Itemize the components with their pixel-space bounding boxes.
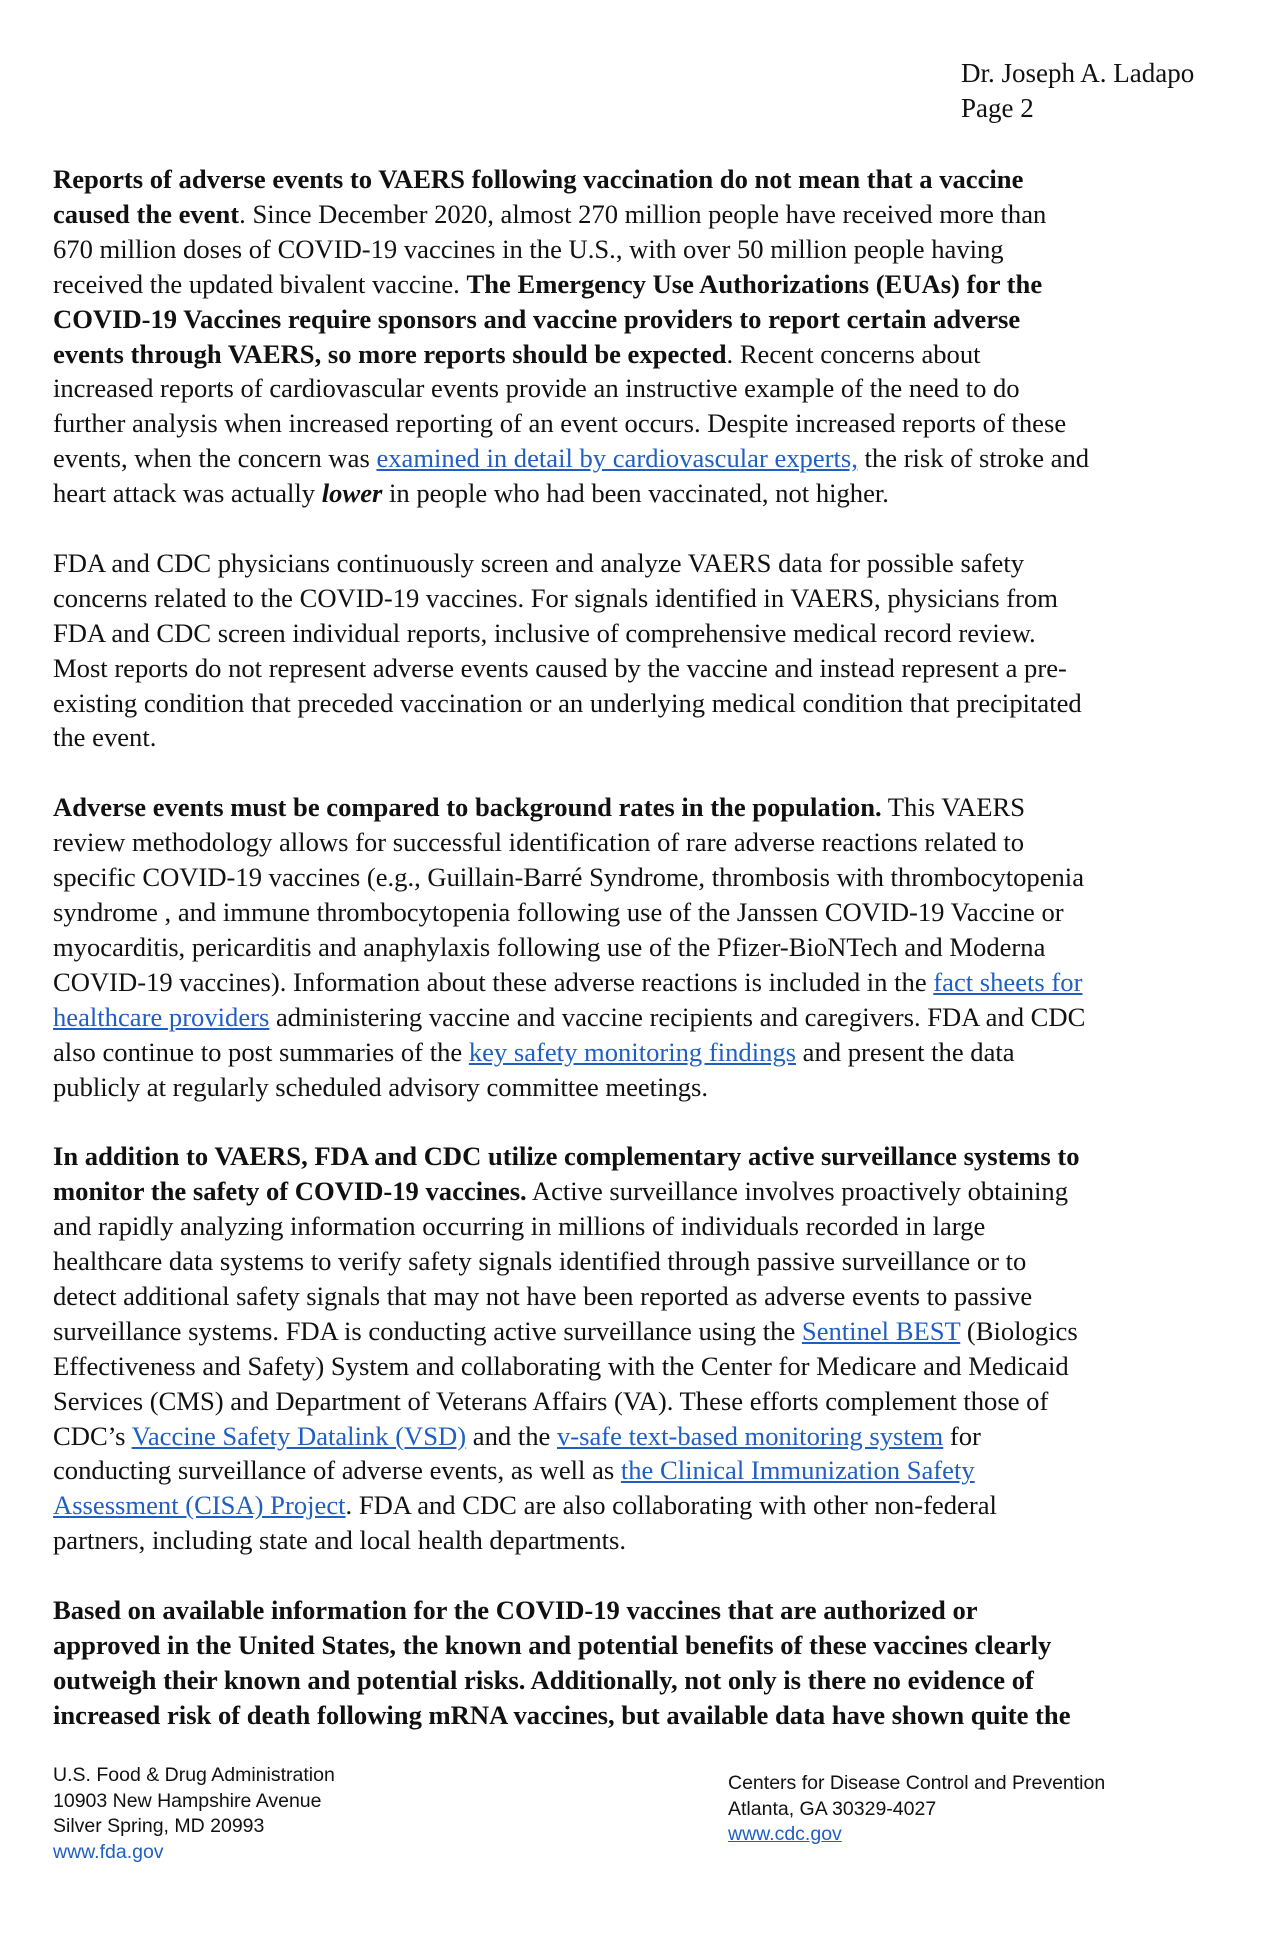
body-text: publicly at regularly scheduled advisory committee meetings. — [53, 1071, 709, 1102]
footer-fda-street: 10903 New Hampshire Avenue — [53, 1789, 322, 1812]
body-text: FDA and CDC screen individual reports, inclusive of comprehensive medical record review. — [53, 617, 1036, 648]
paragraph-background-rates — [53, 790, 1231, 1104]
bold-text: In addition to VAERS, FDA and CDC utilize complementary active surveillance systems to — [53, 1141, 1080, 1172]
body-text: COVID-19 vaccines). Information about these adverse reactions is included in the — [53, 966, 934, 997]
body-text: and present the data — [796, 1036, 1015, 1067]
footer-cdc-link[interactable]: www.cdc.gov — [728, 1823, 842, 1845]
link-key-safety-findings[interactable]: key safety monitoring findings — [468, 1036, 797, 1067]
paragraph-screening — [53, 546, 1231, 755]
body-text: existing condition that preceded vaccination or an underlying medical condition that precipitated — [53, 687, 1082, 718]
body-text: Services (CMS) and Department of Veterans Affairs (VA). These efforts complement those of — [53, 1385, 1049, 1416]
paragraph-active-surveillance — [53, 1139, 1231, 1558]
footer-cdc-name: Centers for Disease Control and Prevention — [728, 1772, 1106, 1794]
body-text: for — [943, 1420, 981, 1451]
bold-text: approved in the United States, the known and potential benefits of these vaccines clearly — [53, 1630, 1052, 1660]
body-text: healthcare data systems to verify safety signals identified through passive surveillance or to — [53, 1246, 1027, 1277]
body-text: heart attack was actually — [53, 478, 322, 509]
body-text: surveillance systems. FDA is conducting active surveillance using the — [53, 1315, 802, 1346]
link-cardiovascular-experts[interactable]: examined in detail by cardiovascular experts, — [376, 443, 858, 474]
bold-text: caused the event — [53, 198, 240, 229]
bold-text: Based on available information for the COVID-19 vaccines that are authorized or — [53, 1595, 978, 1626]
body-text: . FDA and CDC are also collaborating with other non-federal — [345, 1490, 997, 1521]
body-text: partners, including state and local health departments. — [53, 1525, 627, 1556]
bold-text: outweigh their known and potential risks. Additionally, not only is there no evidence of — [53, 1664, 1034, 1695]
body-text: in people who had been vaccinated, not higher. — [382, 478, 889, 509]
body-text: increased reports of cardiovascular events provide an instructive example of the need to do — [53, 373, 1020, 404]
body-text: FDA and CDC physicians continuously screen and analyze VAERS data for possible safety — [53, 547, 1025, 578]
body-text: specific COVID-19 vaccines (e.g., Guillain-Barré Syndrome, thrombosis with thrombocytopenia — [53, 862, 1085, 893]
body-text: . Recent concerns about — [726, 338, 981, 369]
body-text: Active surveillance involves proactively obtaining — [526, 1176, 1069, 1207]
body-text: received the updated bivalent vaccine. — [53, 268, 467, 299]
bold-text: Adverse events must be compared to background rates in the population. — [53, 792, 882, 823]
footer-fda-city: Silver Spring, MD 20993 — [53, 1815, 265, 1837]
body-text: myocarditis, pericarditis and anaphylaxis following use of the Pfizer-BioNTech and Moderna — [53, 931, 1046, 962]
body-text: and the — [466, 1420, 557, 1451]
link-sentinel-best[interactable]: Sentinel BEST — [801, 1315, 961, 1346]
body-text: the risk of stroke and — [857, 443, 1090, 474]
bold-text: events through VAERS, so more reports should be expected — [53, 338, 727, 369]
paragraph-vaers-reports — [53, 162, 1231, 511]
bold-text: increased risk of death following mRNA vaccines, but available data have shown quite the — [53, 1699, 1071, 1730]
body-text: review methodology allows for successful identification of rare adverse reactions related to — [53, 827, 1025, 858]
link-cisa-project[interactable]: the Clinical Immunization Safety — [620, 1455, 975, 1486]
body-text: syndrome , and immune thrombocytopenia following use of the Janssen COVID-19 Vaccine or — [53, 897, 1064, 927]
body-text: further analysis when increased reporting of an event occurs. Despite increased reports of these — [53, 408, 1067, 439]
emphasis-text: lower — [321, 478, 383, 509]
header-name: Dr. Joseph A. Ladapo — [961, 58, 1195, 88]
bold-text: COVID-19 Vaccines require sponsors and vaccine providers to report certain adverse — [53, 303, 1021, 334]
paragraph-benefits — [53, 1593, 1231, 1733]
header-page-number: Page 2 — [961, 93, 1034, 123]
footer-fda-link[interactable]: www.fda.gov — [53, 1840, 164, 1863]
footer-fda-name: U.S. Food & Drug Administration — [53, 1764, 335, 1786]
body-text: This VAERS — [881, 792, 1026, 823]
body-text: (Biologics — [960, 1315, 1078, 1346]
letter-body — [53, 162, 1231, 1768]
body-text: CDC’s — [53, 1420, 132, 1451]
page-header — [961, 56, 1194, 126]
body-text: Effectiveness and Safety) System and collaborating with the Center for Medicare and Medicaid — [53, 1350, 1069, 1381]
link-vaccine-safety-datalink[interactable]: Vaccine Safety Datalink (VSD) — [131, 1420, 467, 1451]
bold-text: monitor the safety of COVID-19 vaccines. — [53, 1176, 527, 1207]
body-text: detect additional safety signals that may not have been reported as adverse events to passive — [53, 1280, 1033, 1311]
body-text: conducting surveillance of adverse events, as well as — [53, 1455, 621, 1486]
body-text: Most reports do not represent adverse events caused by the vaccine and instead represent a pre- — [53, 652, 1067, 683]
body-text: administering vaccine and vaccine recipients and caregivers. FDA and CDC — [269, 1001, 1086, 1032]
link-healthcare-providers[interactable]: healthcare providers — [53, 1001, 270, 1032]
link-fact-sheets[interactable]: fact sheets for — [933, 966, 1083, 997]
link-v-safe[interactable]: v-safe text-based monitoring system — [556, 1420, 944, 1451]
body-text: and rapidly analyzing information occurring in millions of individuals recorded in large — [53, 1211, 986, 1242]
bold-text: The Emergency Use Authorizations (EUAs) for the — [466, 268, 1043, 299]
body-text: the event. — [53, 722, 157, 753]
footer-cdc-address — [728, 1771, 1105, 1848]
body-text: also continue to post summaries of the — [53, 1036, 469, 1067]
footer-fda-address — [53, 1763, 335, 1865]
body-text: . Since December 2020, almost 270 million people have received more than — [239, 198, 1047, 229]
body-text: events, when the concern was — [53, 443, 377, 474]
footer-cdc-city: Atlanta, GA 30329-4027 — [728, 1797, 937, 1820]
bold-text: Reports of adverse events to VAERS following vaccination do not mean that a vaccine — [53, 164, 1024, 194]
body-text: concerns related to the COVID-19 vaccines. For signals identified in VAERS, physicians from — [53, 582, 1058, 613]
body-text: 670 million doses of COVID-19 vaccines in the U.S., with over 50 million people having — [53, 233, 1004, 264]
link-cisa-project[interactable]: Assessment (CISA) Project — [53, 1490, 346, 1521]
